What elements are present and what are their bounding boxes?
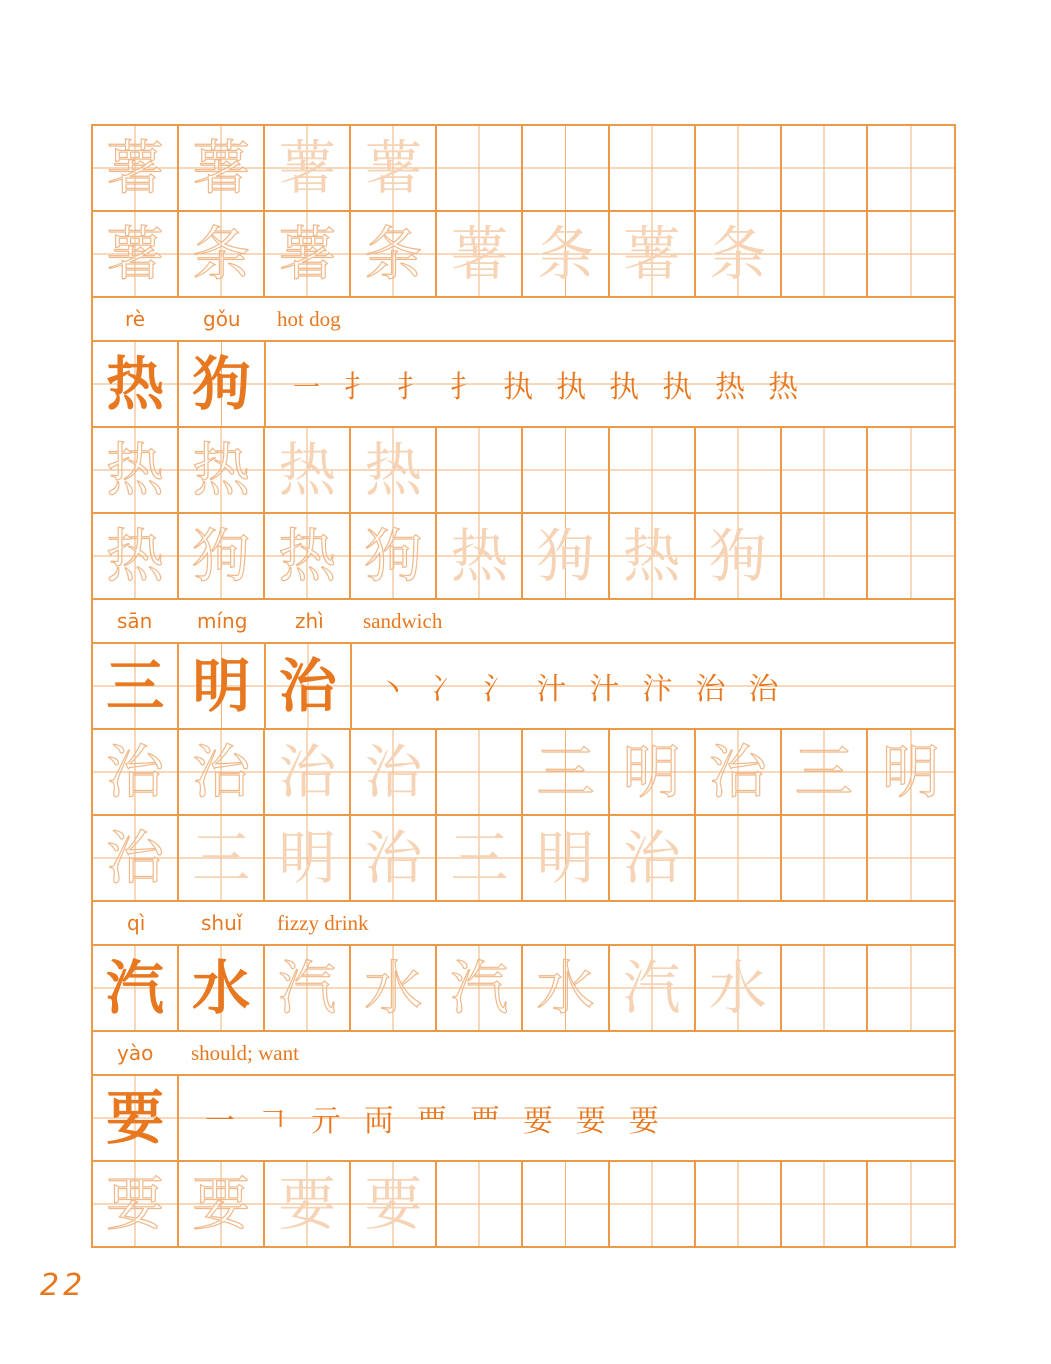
trace-character: 明 <box>881 738 940 806</box>
practice-cell[interactable] <box>351 428 437 512</box>
practice-cell[interactable] <box>782 1162 868 1246</box>
stroke-step: 冫 <box>430 672 461 707</box>
stroke-step: 一 <box>204 1104 235 1139</box>
practice-cell[interactable] <box>179 514 265 598</box>
trace-character: 要 <box>364 1170 423 1238</box>
trace-character: 热 <box>622 522 681 590</box>
trace-character: 治 <box>364 738 423 806</box>
trace-character: 汽 <box>622 954 681 1022</box>
practice-cell[interactable] <box>179 428 265 512</box>
practice-cell[interactable] <box>179 126 265 210</box>
practice-cell[interactable] <box>93 1162 179 1246</box>
practice-row <box>91 730 956 816</box>
stroke-step: 要 <box>575 1104 606 1139</box>
trace-character: 明 <box>622 738 681 806</box>
practice-cell[interactable] <box>179 816 265 900</box>
pinyin-row <box>91 298 956 342</box>
trace-character: 汽 <box>450 954 509 1022</box>
stroke-step: 汁 <box>536 672 567 707</box>
trace-character: 三 <box>192 824 251 892</box>
stroke-step: ⺘ <box>344 370 375 405</box>
stroke-step: 执 <box>556 370 587 405</box>
practice-cell[interactable] <box>696 946 782 1030</box>
trace-character: 热 <box>278 522 337 590</box>
stroke-step: 治 <box>748 672 779 707</box>
trace-character: 热 <box>192 436 251 504</box>
practice-grid <box>91 124 956 1248</box>
practice-cell[interactable] <box>610 212 696 296</box>
trace-character: 薯 <box>192 134 251 202</box>
practice-cell[interactable] <box>437 514 523 598</box>
trace-character: 薯 <box>450 220 509 288</box>
practice-row <box>91 212 956 298</box>
trace-character: 条 <box>364 220 423 288</box>
stroke-step: 扌 <box>397 370 428 405</box>
stroke-step: 要 <box>522 1104 553 1139</box>
pinyin-row <box>91 902 956 946</box>
trace-character: 三 <box>536 738 595 806</box>
practice-cell[interactable] <box>437 1162 523 1246</box>
practice-cell[interactable] <box>93 212 179 296</box>
model-cell <box>179 342 265 426</box>
stroke-order-sequence <box>266 342 954 426</box>
model-cell <box>93 644 179 728</box>
practice-cell[interactable] <box>351 946 437 1030</box>
practice-cell[interactable] <box>265 428 351 512</box>
practice-cell[interactable] <box>523 730 609 814</box>
practice-cell[interactable] <box>610 126 696 210</box>
practice-cell[interactable] <box>437 428 523 512</box>
practice-row <box>91 946 956 1032</box>
trace-character: 狗 <box>364 522 423 590</box>
trace-character: 水 <box>364 954 423 1022</box>
stroke-step: 亓 <box>310 1104 341 1139</box>
practice-cell[interactable] <box>610 946 696 1030</box>
stroke-step: 汴 <box>642 672 673 707</box>
practice-cell[interactable] <box>265 816 351 900</box>
practice-cell[interactable] <box>868 1162 954 1246</box>
stroke-step: 执 <box>503 370 534 405</box>
stroke-step: 热 <box>768 370 799 405</box>
practice-cell[interactable] <box>696 514 782 598</box>
stroke-step: 扌 <box>450 370 481 405</box>
stroke-step: ㇐ <box>291 370 322 405</box>
practice-cell[interactable] <box>93 946 179 1030</box>
practice-cell[interactable] <box>351 212 437 296</box>
practice-cell[interactable] <box>437 212 523 296</box>
practice-cell[interactable] <box>437 126 523 210</box>
model-cell <box>266 644 352 728</box>
practice-cell[interactable] <box>868 816 954 900</box>
trace-character: 治 <box>106 738 165 806</box>
trace-character: 水 <box>536 954 595 1022</box>
practice-row <box>91 1162 956 1248</box>
practice-cell[interactable] <box>351 730 437 814</box>
trace-character: 明 <box>278 824 337 892</box>
practice-cell[interactable] <box>437 816 523 900</box>
trace-character: 治 <box>364 824 423 892</box>
model-character: 狗 <box>192 350 251 418</box>
pinyin-label: míng <box>197 609 248 633</box>
model-character: 热 <box>106 350 165 418</box>
practice-cell[interactable] <box>696 212 782 296</box>
stroke-step: 热 <box>715 370 746 405</box>
pinyin-label: rè <box>125 307 146 331</box>
pinyin-label: shuǐ <box>201 911 243 935</box>
practice-cell[interactable] <box>868 212 954 296</box>
practice-cell[interactable] <box>179 946 265 1030</box>
stroke-step: 𠃍 <box>257 1104 288 1139</box>
practice-cell[interactable] <box>351 126 437 210</box>
model-character: 明 <box>192 652 251 720</box>
practice-cell[interactable] <box>93 730 179 814</box>
trace-character: 治 <box>106 824 165 892</box>
practice-cell[interactable] <box>696 126 782 210</box>
practice-cell[interactable] <box>523 946 609 1030</box>
stroke-step: 执 <box>609 370 640 405</box>
practice-cell[interactable] <box>265 514 351 598</box>
practice-cell[interactable] <box>523 212 609 296</box>
stroke-step: 要 <box>628 1104 659 1139</box>
practice-cell[interactable] <box>523 126 609 210</box>
trace-character: 要 <box>192 1170 251 1238</box>
practice-cell[interactable] <box>696 428 782 512</box>
practice-cell[interactable] <box>696 730 782 814</box>
trace-character: 要 <box>278 1170 337 1238</box>
stroke-step: 覀 <box>416 1104 447 1139</box>
character-head-row <box>91 644 956 730</box>
practice-cell[interactable] <box>351 816 437 900</box>
trace-character: 狗 <box>708 522 767 590</box>
practice-cell[interactable] <box>523 816 609 900</box>
pinyin-label: qì <box>127 911 146 935</box>
practice-cell[interactable] <box>610 514 696 598</box>
english-meaning: hot dog <box>277 307 341 331</box>
english-meaning: should; want <box>191 1041 299 1065</box>
practice-row <box>91 126 956 212</box>
stroke-step: 执 <box>662 370 693 405</box>
practice-cell[interactable] <box>437 730 523 814</box>
trace-character: 水 <box>708 954 767 1022</box>
trace-character: 三 <box>794 738 853 806</box>
practice-cell[interactable] <box>93 428 179 512</box>
practice-cell[interactable] <box>782 730 868 814</box>
pinyin-label: yào <box>117 1041 154 1065</box>
stroke-step: 両 <box>363 1104 394 1139</box>
practice-cell[interactable] <box>351 514 437 598</box>
model-character: 要 <box>106 1084 165 1152</box>
trace-character: 薯 <box>106 220 165 288</box>
practice-cell[interactable] <box>782 816 868 900</box>
practice-cell[interactable] <box>179 1162 265 1246</box>
model-cell <box>93 342 179 426</box>
character-head-row <box>91 342 956 428</box>
model-character: 汽 <box>106 954 165 1022</box>
trace-character: 薯 <box>278 134 337 202</box>
pinyin-label: sān <box>117 609 153 633</box>
practice-cell[interactable] <box>782 126 868 210</box>
practice-cell[interactable] <box>179 212 265 296</box>
practice-cell[interactable] <box>265 946 351 1030</box>
trace-character: 明 <box>536 824 595 892</box>
stroke-step: 覀 <box>469 1104 500 1139</box>
pinyin-row <box>91 1032 956 1076</box>
trace-character: 治 <box>622 824 681 892</box>
model-character: 治 <box>278 652 337 720</box>
practice-cell[interactable] <box>265 1162 351 1246</box>
trace-character: 薯 <box>364 134 423 202</box>
pinyin-row <box>91 600 956 644</box>
stroke-step: 治 <box>695 672 726 707</box>
trace-character: 狗 <box>536 522 595 590</box>
english-meaning: sandwich <box>363 609 443 633</box>
practice-cell[interactable] <box>868 730 954 814</box>
practice-cell[interactable] <box>696 816 782 900</box>
practice-cell[interactable] <box>610 428 696 512</box>
stroke-step: 汁 <box>589 672 620 707</box>
trace-character: 狗 <box>192 522 251 590</box>
practice-cell[interactable] <box>610 816 696 900</box>
trace-character: 条 <box>192 220 251 288</box>
trace-character: 薯 <box>622 220 681 288</box>
trace-character: 治 <box>278 738 337 806</box>
practice-cell[interactable] <box>523 1162 609 1246</box>
trace-character: 热 <box>278 436 337 504</box>
practice-cell[interactable] <box>93 126 179 210</box>
practice-cell[interactable] <box>93 816 179 900</box>
model-cell <box>179 644 265 728</box>
trace-character: 薯 <box>278 220 337 288</box>
practice-cell[interactable] <box>265 730 351 814</box>
pinyin-label: gǒu <box>203 307 241 331</box>
practice-cell[interactable] <box>782 212 868 296</box>
practice-cell[interactable] <box>523 514 609 598</box>
practice-cell[interactable] <box>868 514 954 598</box>
character-head-row <box>91 1076 956 1162</box>
model-character: 水 <box>192 954 251 1022</box>
trace-character: 热 <box>106 522 165 590</box>
stroke-order-sequence <box>179 1076 954 1160</box>
practice-cell[interactable] <box>265 126 351 210</box>
english-meaning: fizzy drink <box>277 911 369 935</box>
trace-character: 条 <box>536 220 595 288</box>
trace-character: 条 <box>708 220 767 288</box>
stroke-order-sequence <box>352 644 954 728</box>
practice-row <box>91 514 956 600</box>
practice-cell[interactable] <box>351 1162 437 1246</box>
trace-character: 治 <box>192 738 251 806</box>
practice-cell[interactable] <box>179 730 265 814</box>
practice-cell[interactable] <box>782 428 868 512</box>
practice-cell[interactable] <box>437 946 523 1030</box>
practice-cell[interactable] <box>868 946 954 1030</box>
practice-cell[interactable] <box>523 428 609 512</box>
model-character: 三 <box>106 652 165 720</box>
practice-row <box>91 428 956 514</box>
model-cell <box>93 1076 179 1160</box>
stroke-step: 丶 <box>377 672 408 707</box>
practice-cell[interactable] <box>265 212 351 296</box>
practice-cell[interactable] <box>610 1162 696 1246</box>
trace-character: 热 <box>106 436 165 504</box>
stroke-step: 氵 <box>483 672 514 707</box>
practice-cell[interactable] <box>696 1162 782 1246</box>
trace-character: 薯 <box>106 134 165 202</box>
trace-character: 汽 <box>278 954 337 1022</box>
trace-character: 治 <box>708 738 767 806</box>
trace-character: 三 <box>450 824 509 892</box>
trace-character: 热 <box>450 522 509 590</box>
practice-cell[interactable] <box>782 946 868 1030</box>
practice-row <box>91 816 956 902</box>
trace-character: 热 <box>364 436 423 504</box>
practice-cell[interactable] <box>610 730 696 814</box>
page-number: 22 <box>40 1268 87 1303</box>
practice-cell[interactable] <box>868 126 954 210</box>
practice-cell[interactable] <box>868 428 954 512</box>
practice-cell[interactable] <box>782 514 868 598</box>
pinyin-label: zhì <box>295 609 324 633</box>
trace-character: 要 <box>106 1170 165 1238</box>
practice-cell[interactable] <box>93 514 179 598</box>
